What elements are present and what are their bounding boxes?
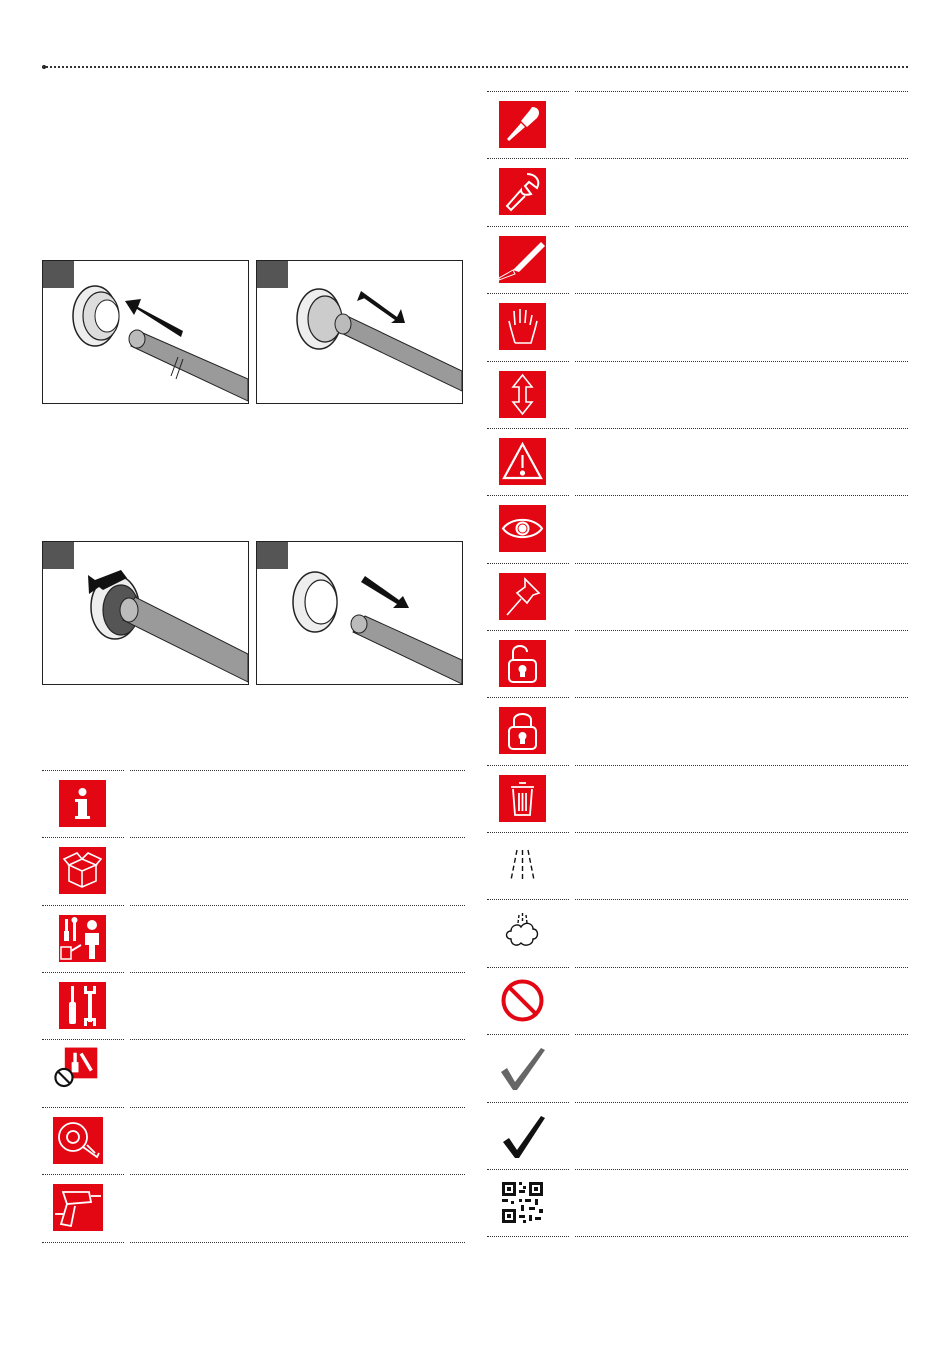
table-rule (575, 765, 908, 766)
table-rule (575, 563, 908, 564)
figure-pull-pipe (256, 541, 463, 685)
table-rule (487, 630, 569, 631)
table-rule (42, 905, 124, 906)
table-rule (575, 1169, 908, 1170)
grey-checkmark-icon (499, 1044, 546, 1091)
table-rule (575, 495, 908, 496)
figure-insert-pipe (42, 260, 249, 404)
table-rule (130, 972, 465, 973)
table-rule (575, 967, 908, 968)
spray-icon (499, 842, 546, 889)
table-rule (575, 226, 908, 227)
tape-measure-icon (53, 1117, 103, 1164)
tools-icon (59, 982, 106, 1029)
table-rule (575, 1102, 908, 1103)
table-rule (575, 899, 908, 900)
wrench-icon (499, 168, 546, 215)
black-checkmark-icon (499, 1112, 546, 1159)
table-rule (487, 832, 569, 833)
table-rule (487, 158, 569, 159)
warning-icon (499, 438, 546, 485)
table-rule (487, 1034, 569, 1035)
drill-icon (53, 1184, 103, 1231)
table-rule (575, 630, 908, 631)
no-tools-icon (52, 1045, 99, 1092)
table-rule (130, 1242, 465, 1243)
table-rule (42, 972, 124, 973)
prohibited-icon (499, 977, 546, 1024)
table-rule (575, 293, 908, 294)
table-rule (130, 1174, 465, 1175)
table-rule (487, 428, 569, 429)
table-rule (487, 697, 569, 698)
table-rule (130, 770, 465, 771)
hand-icon (499, 303, 546, 350)
table-rule (487, 361, 569, 362)
installer-tools-icon (59, 915, 106, 962)
table-rule (42, 1242, 124, 1243)
table-rule (42, 770, 124, 771)
table-rule (42, 1107, 124, 1108)
table-rule (487, 765, 569, 766)
table-rule (575, 428, 908, 429)
table-rule (130, 1039, 465, 1040)
table-rule (42, 1039, 124, 1040)
table-rule (42, 1174, 124, 1175)
table-rule (487, 1236, 569, 1237)
utility-knife-icon (499, 236, 546, 283)
table-rule (487, 967, 569, 968)
unlock-icon (499, 640, 546, 687)
info-icon (59, 780, 106, 827)
table-rule (130, 905, 465, 906)
table-rule (42, 837, 124, 838)
eye-icon (499, 505, 546, 552)
unpack-box-icon (59, 847, 106, 894)
steam-cloud-icon (499, 909, 546, 956)
table-rule (487, 226, 569, 227)
table-rule (575, 1236, 908, 1237)
table-rule (487, 1169, 569, 1170)
table-rule (487, 1102, 569, 1103)
table-rule (575, 91, 908, 92)
qr-code-icon (499, 1179, 546, 1226)
lock-icon (499, 707, 546, 754)
table-rule (130, 837, 465, 838)
table-rule (575, 1034, 908, 1035)
table-rule (487, 293, 569, 294)
table-rule (575, 361, 908, 362)
table-rule (487, 899, 569, 900)
table-rule (575, 158, 908, 159)
table-rule (487, 495, 569, 496)
pushpin-icon (499, 573, 546, 620)
table-rule (487, 563, 569, 564)
vertical-arrows-icon (499, 371, 546, 418)
table-rule (130, 1107, 465, 1108)
header-dotted-rule (42, 66, 908, 68)
screwdriver-icon (499, 101, 546, 148)
figure-press-ring (42, 541, 249, 685)
table-rule (575, 832, 908, 833)
figure-move-pipe (256, 260, 463, 404)
table-rule (575, 697, 908, 698)
table-rule (487, 91, 569, 92)
trash-bin-icon (499, 775, 546, 822)
